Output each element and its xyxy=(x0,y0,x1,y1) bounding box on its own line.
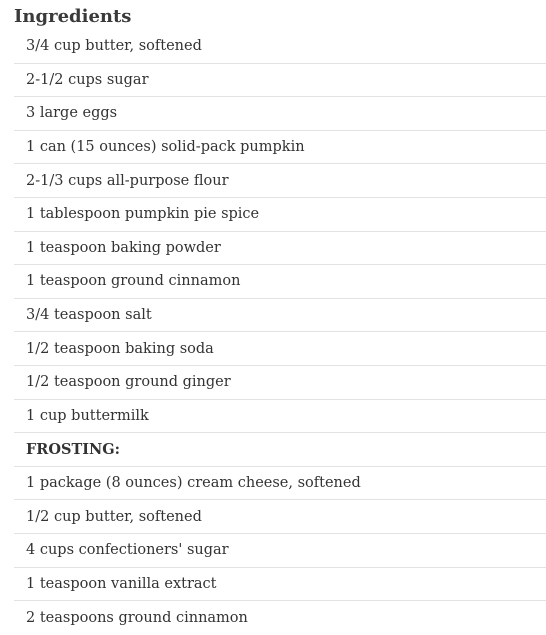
ingredients-heading: Ingredients xyxy=(14,6,132,27)
frosting-section-heading: FROSTING: xyxy=(14,433,546,467)
ingredient-item: 3/4 teaspoon salt xyxy=(14,299,546,333)
ingredient-item: 2 teaspoons ground cinnamon xyxy=(26,609,248,626)
ingredient-item: 3 large eggs xyxy=(14,97,546,131)
ingredient-item: 2-1/3 cups all-purpose flour xyxy=(14,164,546,198)
ingredient-item: 1 tablespoon pumpkin pie spice xyxy=(14,198,546,232)
ingredient-list xyxy=(14,30,546,635)
ingredient-item: 1 can (15 ounces) solid-pack pumpkin xyxy=(14,131,546,165)
ingredient-item: 1/2 cup butter, softened xyxy=(14,500,546,534)
ingredient-item: 1/2 teaspoon baking soda xyxy=(14,332,546,366)
ingredient-item: 1 teaspoon baking powder xyxy=(14,232,546,266)
ingredient-item: 1 teaspoon ground cinnamon xyxy=(14,265,546,299)
ingredient-item: 1 teaspoon vanilla extract xyxy=(14,568,546,602)
ingredient-item: 4 cups confectioners' sugar xyxy=(14,534,546,568)
ingredient-item: 1/2 teaspoon ground ginger xyxy=(14,366,546,400)
ingredient-item: 1 cup buttermilk xyxy=(14,400,546,434)
ingredient-item: 3/4 cup butter, softened xyxy=(14,30,546,64)
ingredient-item: 1 package (8 ounces) cream cheese, softened xyxy=(14,467,546,501)
ingredient-item: 2-1/2 cups sugar xyxy=(14,64,546,98)
